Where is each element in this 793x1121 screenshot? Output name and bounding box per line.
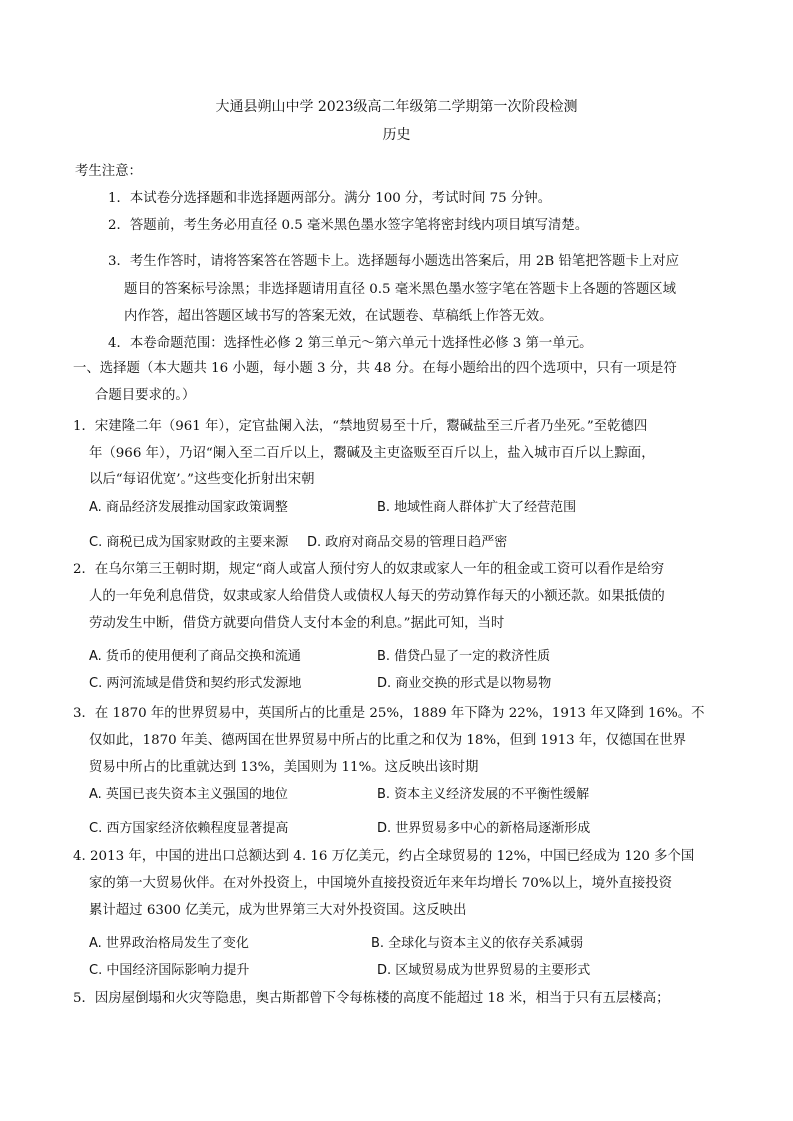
notice-item-continued: 内作答，超出答题区域书写的答案无效，在试题卷、草稿纸上作答无效。: [124, 309, 553, 324]
question-stem-line: 累计超过 6300 亿美元，成为世界第三大对外投资国。这反映出: [89, 903, 467, 918]
option-a[interactable]: A. 商品经济发展推动国家政策调整: [89, 500, 288, 515]
option-d[interactable]: D. 世界贸易多中心的新格局逐渐形成: [377, 821, 591, 836]
section-heading-continued: 合题目要求的。）: [95, 388, 196, 403]
option-d[interactable]: D. 商业交换的形式是以物易物: [377, 676, 552, 691]
option-a[interactable]: A. 英国已丧失资本主义强国的地位: [89, 787, 288, 802]
question-stem-line: 3．在 1870 年的世界贸易中，英国所占的比重是 25%，1889 年下降为 22%，1913 年又降到 16%。不: [73, 706, 705, 721]
question-stem-line: 1．宋建隆二年（961 年），定官盐阑入法，“禁地贸易至十斤，鬻碱盐至三斤者乃坐死。”至乾德四: [73, 419, 648, 434]
option-c[interactable]: C. 商税已成为国家财政的主要来源: [89, 535, 289, 550]
option-a[interactable]: A. 货币的使用便利了商品交换和流通: [89, 649, 301, 664]
question-stem-line: 年（966 年），乃诏“阑入至二百斤以上，鬻碱及主吏盗贩至百斤以上，盐入城市百斤以上黥面，: [89, 446, 655, 461]
option-b[interactable]: B. 全球化与资本主义的依存关系减弱: [371, 936, 584, 951]
question-stem-line: 仅如此，1870 年美、德两国在世界贸易中所占的比重之和仅为 18%，但到 1913 年，仅德国在世界: [89, 733, 687, 748]
question-stem-line: 家的第一大贸易伙伴。在对外投资上，中国境外直接投资近年来年均增长 70%以上，境外直接投资: [89, 876, 673, 891]
section-heading: 一、选择题（本大题共 16 小题，每小题 3 分，共 48 分。在每小题给出的四个选项中，只有一项是符: [73, 361, 677, 376]
question-stem-line: 2．在乌尔第三王朝时期，规定“商人或富人预付穷人的奴隶或家人一年的租金或工资可以看作是给穷: [73, 562, 665, 577]
question-stem-line: 5．因房屋倒塌和火灾等隐患，奥古斯都曾下令每栋楼的高度不能超过 18 米，相当于只有五层楼高；: [73, 991, 670, 1006]
question-stem-line: 以后“每诏优宽’。”这些变化折射出宋朝: [89, 472, 315, 487]
notice-item: 4．本卷命题范围：选择性必修 2 第三单元～第六单元十选择性必修 3 第一单元。: [108, 336, 593, 351]
option-a[interactable]: A. 世界政治格局发生了变化: [89, 936, 249, 951]
option-c[interactable]: C. 西方国家经济依赖程度显著提高: [89, 821, 289, 836]
option-c[interactable]: C. 两河流域是借贷和契约形式发源地: [89, 676, 302, 691]
notice-heading: 考生注意：: [75, 164, 142, 179]
exam-title: 大通县朔山中学 2023级高二年级第二学期第一次阶段检测: [215, 99, 578, 115]
notice-item: 3．考生作答时，请将答案答在答题卡上。选择题每小题选出答案后，用 2B 铅笔把答题卡上对应: [108, 254, 680, 269]
notice-item-continued: 题目的答案标号涂黑；非选择题请用直径 0.5 毫米黑色墨水签字笔在答题卡上各题的答题区域: [124, 282, 677, 297]
option-c[interactable]: C. 中国经济国际影响力提升: [89, 963, 250, 978]
question-stem-line: 4. 2013 年，中国的进出口总额达到 4. 16 万亿美元，约占全球贸易的 12%，中国已经成为 120 多个国: [73, 849, 695, 864]
option-d[interactable]: D. 政府对商品交易的管理日趋严密: [307, 535, 508, 550]
notice-item: 2．答题前，考生务必用直径 0.5 毫米黑色墨水签字笔将密封线内项目填写清楚。: [108, 218, 589, 233]
question-stem-line: 劳动发生中断，借贷方就要向借贷人支付本金的利息。”据此可知，当时: [89, 616, 505, 631]
option-d[interactable]: D. 区域贸易成为世界贸易的主要形式: [377, 963, 591, 978]
option-b[interactable]: B. 地域性商人群体扩大了经营范围: [377, 500, 577, 515]
option-b[interactable]: B. 资本主义经济发展的不平衡性缓解: [377, 787, 590, 802]
question-stem-line: 人的一年免利息借贷，奴隶或家人给借贷人或债权人每天的劳动算作每天的小额还款。如果抵债的: [89, 589, 665, 604]
question-stem-line: 贸易中所占的比重就达到 13%，美国则为 11%。这反映出该时期: [89, 760, 479, 775]
option-b[interactable]: B. 借贷凸显了一定的救济性质: [377, 649, 551, 664]
subject-title: 历史: [382, 127, 411, 143]
notice-item: 1．本试卷分选择题和非选择题两部分。满分 100 分，考试时间 75 分钟。: [108, 191, 552, 206]
